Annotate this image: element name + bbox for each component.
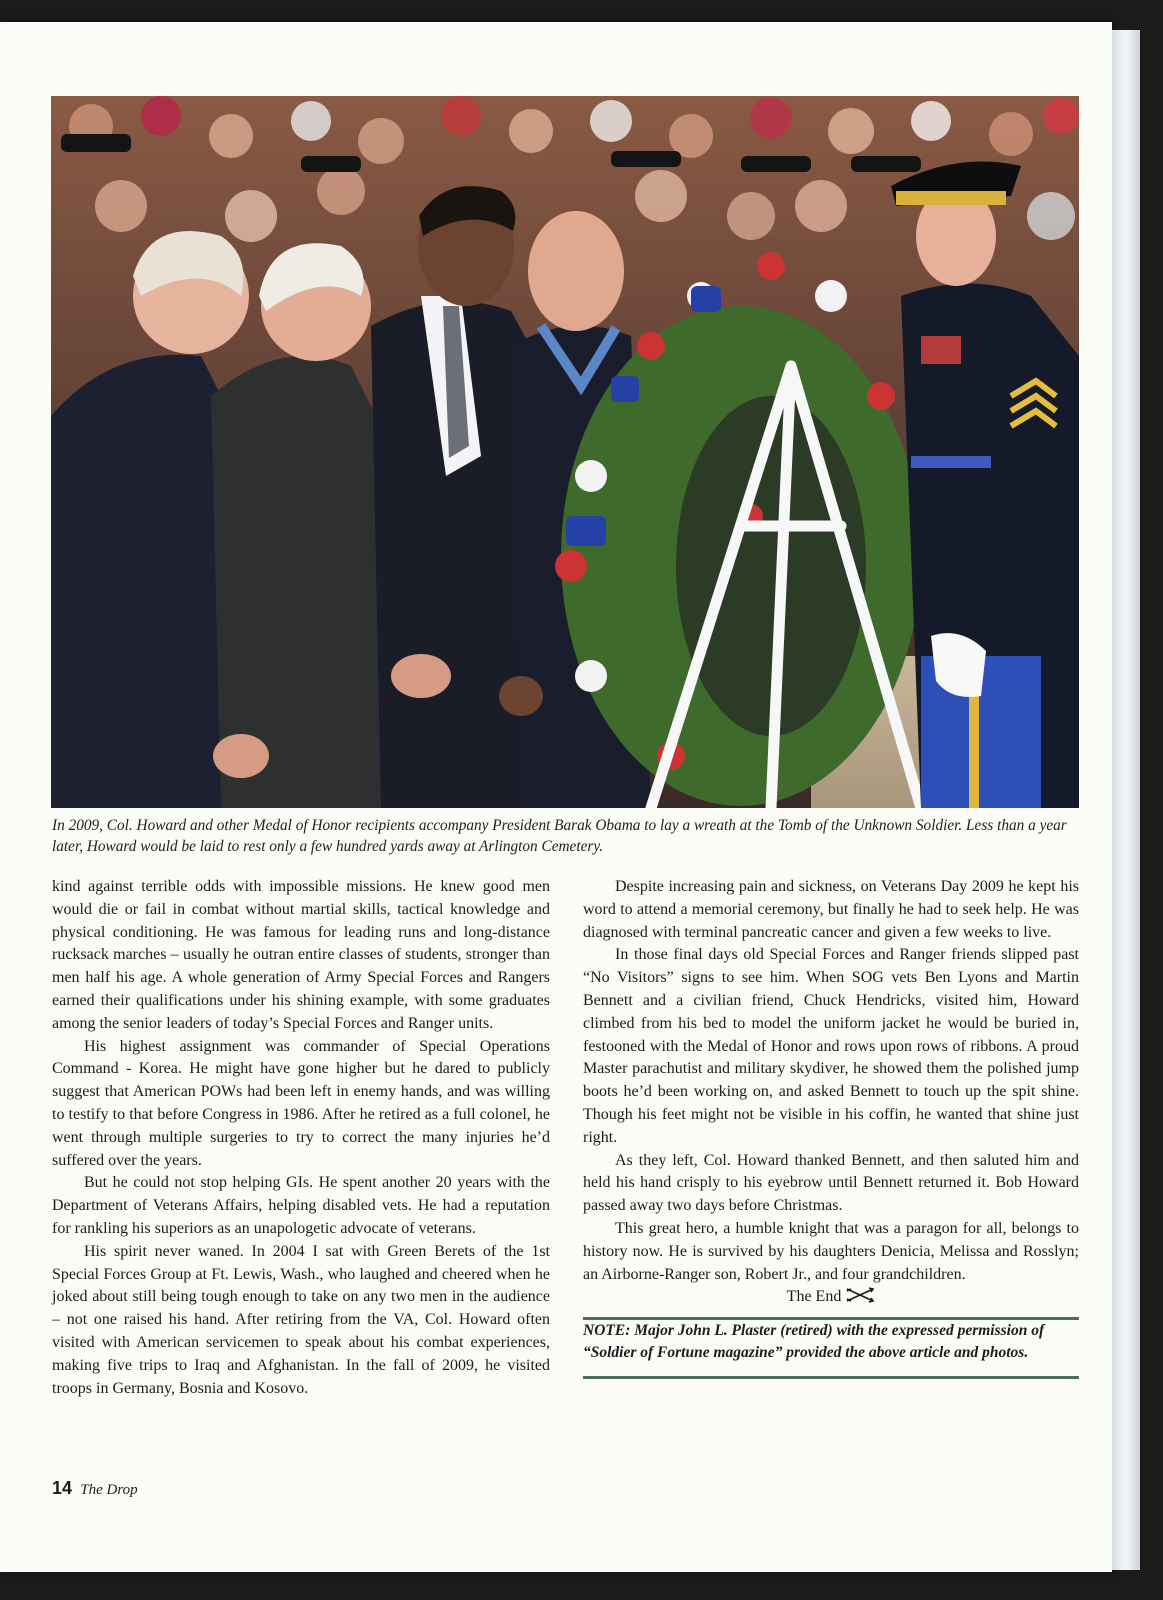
paragraph: In those final days old Special Forces and Ranger friends slipped past “No Visitors” signs to see him. When SOG vets Ben Lyons and Martin Bennett and a civilian friend, Chuck Hendricks, visited him, Howard climbed from his bed to model the uniform jacket he would be buried in, festooned with the Medal of Honor and rows upon rows of ribbons. A proud Master parachutist and military skydiver, he showed them the polished jump boots he’d been working on, and asked Bennett to touch up the spit shine. Though his feet might not be visible in his coffin, he wanted that shine just right. [583,946,1079,1146]
wreath-ceremony-photo [51,96,1079,808]
paragraph: As they left, Col. Howard thanked Bennett, and then saluted him and held his hand crisply to his eyebrow until Bennett returned it. Bob Howard passed away two days before Christmas. [583,1151,1079,1215]
note-bottom-rule [583,1376,1079,1379]
page-number: 14 [52,1478,73,1498]
right-column [583,876,1079,1379]
the-end-text: The End [786,1288,842,1306]
paragraph: Despite increasing pain and sickness, on Veterans Day 2009 he kept his word to attend a memorial ceremony, but finally he had to seek help. He was diagnosed with terminal pancreatic cancer and given a few weeks to live. [583,878,1079,941]
paragraph: This great hero, a humble knight that was a paragon for all, belongs to history now. He is survived by his daughters Denicia, Melissa and Rosslyn; an Airborne-Ranger son, Robert Jr., and four grandchildren. [583,1219,1079,1283]
paragraph: His highest assignment was commander of Special Operations Command - Korea. He might have gone higher but he dared to publicly suggest that American POWs had been left in enemy hands, and was willing to testify to that before Congress in 1986. After he retired as a full colonel, he went through multiple surgeries to try to correct the many injuries he’d suffered over the years. [52,1037,550,1169]
publication-name: The Drop [80,1482,138,1498]
page-folio [52,1478,138,1499]
page-edge [1112,30,1140,1570]
paragraph: kind against terrible odds with impossible missions. He knew good men would die or fail in combat without martial skills, tactical knowledge and physical conditioning. He was famous for leading runs and long-distance rucksack marches – usually he outran entire classes of students, stronger than men half his age. A whole generation of Army Special Forces and Rangers earned their qualifications under his shining example, with some graduates among the senior leaders of today’s Special Forces and Ranger units. [52,878,550,1032]
photo-caption: In 2009, Col. Howard and other Medal of Honor recipients accompany President Barak Obama to lay a wreath at the Tomb of the Unknown Soldier. Less than a year later, Howard would be laid to rest only a few hundred yards away at Arlington Cemetery. [52,817,1067,855]
author-note: NOTE: Major John L. Plaster (retired) with the expressed permission of “Soldier of Fortune magazine” provided the above article and photos. [583,1322,1045,1362]
photo-illustration [51,96,1079,808]
left-column [52,876,550,1400]
the-end-line [583,1286,1079,1309]
crossed-arrows-icon [845,1287,875,1303]
paragraph: But he could not stop helping GIs. He spent another 20 years with the Department of Veterans Affairs, helping disabled vets. He had a reputation for rankling his superiors as an unapologetic advocate of veterans. [52,1174,550,1237]
paragraph: His spirit never waned. In 2004 I sat with Green Berets of the 1st Special Forces Group at Ft. Lewis, Wash., who laughed and cheered when he joked about still being tough enough to take on any two men in the audience – not one raised his hand. After retiring from the VA, Col. Howard often visited with American servicemen to speak about his combat experiences, making five trips to Iraq and Afghanistan. In the fall of 2009, he visited troops in Germany, Bosnia and Kosovo. [52,1242,550,1397]
